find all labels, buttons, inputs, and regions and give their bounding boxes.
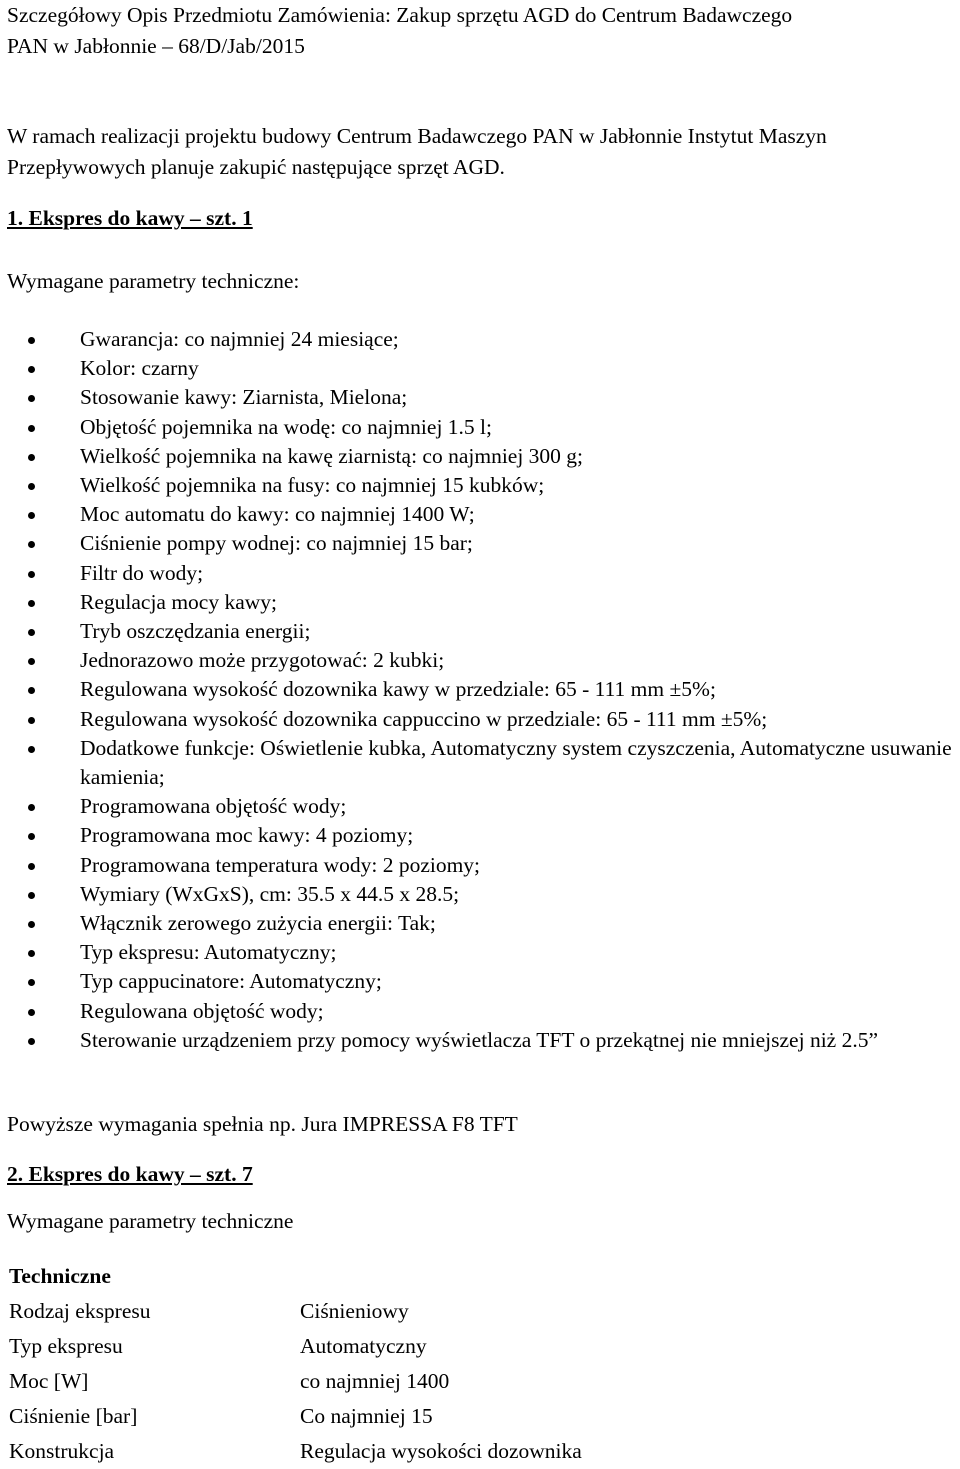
technical-parameters-table: [9, 1259, 582, 1469]
table-cell-value: Co najmniej 15: [300, 1404, 433, 1428]
section-2-subheading: Wymagane parametry techniczne: [7, 1209, 294, 1233]
table-heading: Techniczne: [9, 1264, 111, 1288]
list-item: Tryb oszczędzania energii;: [7, 617, 957, 646]
table-header-row: [9, 1259, 582, 1294]
table-cell-key: Konstrukcja: [9, 1439, 115, 1463]
section-1-subheading: Wymagane parametry techniczne:: [7, 269, 300, 293]
list-item: Włącznik zerowego zużycia energii: Tak;: [7, 909, 957, 938]
list-item: Regulowana wysokość dozownika cappuccino w przedziale: 65 - 111 mm ±5%;: [7, 705, 957, 734]
list-item: Objętość pojemnika na wodę: co najmniej 1.5 l;: [7, 413, 957, 442]
title-line-1: Szczegółowy Opis Przedmiotu Zamówienia: Zakup sprzętu AGD do Centrum Badawczego: [7, 3, 793, 27]
table-cell-value: co najmniej 1400: [300, 1369, 450, 1393]
list-item: Kolor: czarny: [7, 354, 957, 383]
intro-paragraph: [7, 121, 957, 183]
table-cell-key: Rodzaj ekspresu: [9, 1299, 151, 1323]
table-cell-value: Ciśnieniowy: [300, 1299, 409, 1323]
intro-line-1: W ramach realizacji projektu budowy Centrum Badawczego PAN w Jabłonnie Instytut Maszyn: [7, 124, 827, 148]
list-item: Programowana objętość wody;: [7, 792, 957, 821]
section-2-heading: 2. Ekspres do kawy – szt. 7: [7, 1162, 253, 1186]
section-1-summary: Powyższe wymagania spełnia np. Jura IMPRESSA F8 TFT: [7, 1112, 518, 1136]
table-row: [9, 1294, 582, 1329]
list-item: Regulowana wysokość dozownika kawy w przedziale: 65 - 111 mm ±5%;: [7, 675, 957, 704]
list-item: Typ ekspresu: Automatyczny;: [7, 938, 957, 967]
list-item: Regulowana objętość wody;: [7, 997, 957, 1026]
title-line-2: PAN w Jabłonnie – 68/D/Jab/2015: [7, 34, 305, 58]
table-row: [9, 1399, 582, 1434]
table-cell-key: Moc [W]: [9, 1369, 89, 1393]
list-item: Stosowanie kawy: Ziarnista, Mielona;: [7, 383, 957, 412]
list-item: Dodatkowe funkcje: Oświetlenie kubka, Automatyczny system czyszczenia, Automatyczne usuwanie kamienia;: [7, 734, 957, 792]
list-item: Moc automatu do kawy: co najmniej 1400 W;: [7, 500, 957, 529]
table-row: [9, 1364, 582, 1399]
list-item: Gwarancja: co najmniej 24 miesiące;: [7, 325, 957, 354]
section-1-parameter-list: [7, 325, 957, 1055]
list-item: Wielkość pojemnika na kawę ziarnistą: co najmniej 300 g;: [7, 442, 957, 471]
table-cell-key: Typ ekspresu: [9, 1334, 123, 1358]
list-item: Wymiary (WxGxS), cm: 35.5 x 44.5 x 28.5;: [7, 880, 957, 909]
table-cell-value: Automatyczny: [300, 1334, 427, 1358]
list-item: Regulacja mocy kawy;: [7, 588, 957, 617]
intro-line-2: Przepływowych planuje zakupić następujące sprzęt AGD.: [7, 155, 505, 179]
list-item: Typ cappucinatore: Automatyczny;: [7, 967, 957, 996]
table-row: [9, 1329, 582, 1364]
list-item: Ciśnienie pompy wodnej: co najmniej 15 bar;: [7, 529, 957, 558]
list-item: Sterowanie urządzeniem przy pomocy wyświetlacza TFT o przekątnej nie mniejszej niż 2.5”: [7, 1026, 957, 1055]
table-cell-key: Ciśnienie [bar]: [9, 1404, 138, 1428]
list-item: Filtr do wody;: [7, 559, 957, 588]
list-item: Programowana moc kawy: 4 poziomy;: [7, 821, 957, 850]
table-cell-value: Regulacja wysokości dozownika: [300, 1439, 582, 1463]
list-item: Wielkość pojemnika na fusy: co najmniej 15 kubków;: [7, 471, 957, 500]
list-item: Programowana temperatura wody: 2 poziomy;: [7, 851, 957, 880]
list-item: Jednorazowo może przygotować: 2 kubki;: [7, 646, 957, 675]
table-row: [9, 1434, 582, 1469]
document-title: [7, 0, 957, 62]
section-1-heading: 1. Ekspres do kawy – szt. 1: [7, 206, 253, 230]
